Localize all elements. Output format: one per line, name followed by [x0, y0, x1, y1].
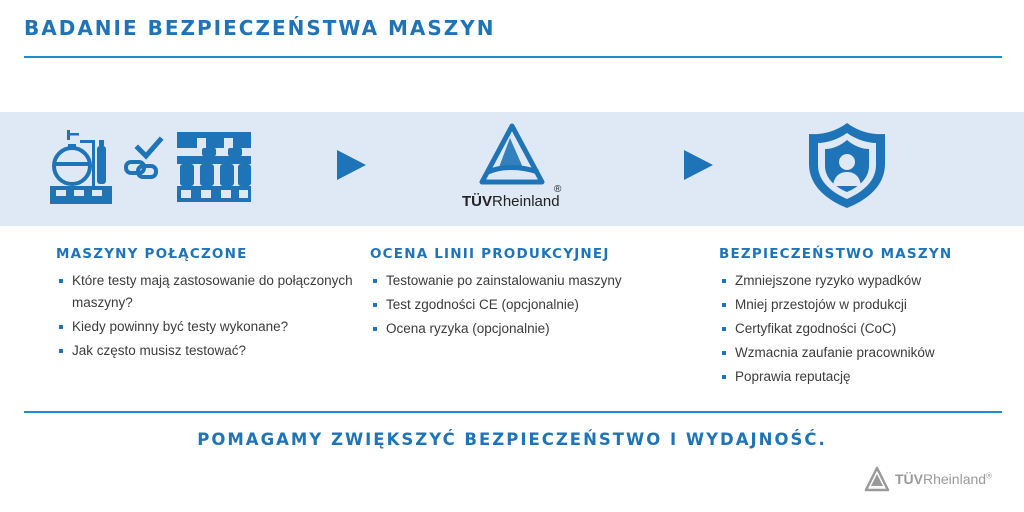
tagline: POMAGAMY ZWIĘKSZYĆ BEZPIECZEŃSTWO I WYDAJNOŚĆ. — [197, 430, 827, 449]
column-heading: OCENA LINII PRODUKCYJNEJ — [370, 246, 610, 262]
list-item: Certyfikat zgodności (CoC) — [719, 318, 1019, 340]
footer-logo-regular: Rheinland — [923, 471, 987, 487]
list-item: Ocena ryzyka (opcjonalnie) — [370, 318, 670, 340]
tuv-logo-regular: Rheinland — [492, 193, 560, 210]
tuv-logo-bold: TÜV — [462, 193, 492, 210]
footer-logo-wordmark — [895, 471, 992, 487]
list-item: Test zgodności CE (opcjonalnie) — [370, 294, 670, 316]
chain-link-icon — [126, 162, 156, 177]
tuv-logo-registered: ® — [554, 184, 562, 195]
column-production-line — [370, 246, 670, 342]
list-item: Jak często musisz testować? — [56, 340, 356, 362]
top-divider — [24, 56, 1002, 58]
list-item: Poprawia reputację — [719, 366, 1019, 388]
svg-text:TÜVRheinland — [462, 193, 560, 210]
column-connected-machines — [56, 246, 356, 364]
tuv-logo — [462, 122, 574, 212]
column-heading: BEZPIECZEŃSTWO MASZYN — [719, 246, 953, 262]
bottom-divider — [24, 411, 1002, 413]
list-item: Testowanie po zainstalowaniu maszyny — [370, 270, 670, 292]
column-heading: MASZYNY POŁĄCZONE — [56, 246, 248, 262]
list-item: Wzmacnia zaufanie pracowników — [719, 342, 1019, 364]
check-icon — [138, 140, 160, 156]
footer-logo-bold: TÜV — [895, 471, 923, 487]
shield-person-icon — [805, 120, 889, 210]
production-line-icon — [177, 132, 251, 202]
arrow-right-icon — [684, 150, 714, 180]
list-item: Kiedy powinny być testy wykonane? — [56, 316, 356, 338]
arrow-right-icon — [337, 150, 367, 180]
footer-logo-registered: ® — [986, 471, 992, 481]
column-machine-safety — [719, 246, 1019, 390]
tuv-triangle-icon — [864, 466, 890, 492]
page-title: BADANIE BEZPIECZEŃSTWA MASZYN — [24, 16, 496, 40]
list-item: Które testy mają zastosowanie do połączonych maszyny? — [56, 270, 356, 314]
list-item: Mniej przestojów w produkcji — [719, 294, 1019, 316]
connected-machines-icon — [50, 126, 255, 206]
list-item: Zmniejszone ryzyko wypadków — [719, 270, 1019, 292]
footer-logo — [864, 466, 992, 492]
